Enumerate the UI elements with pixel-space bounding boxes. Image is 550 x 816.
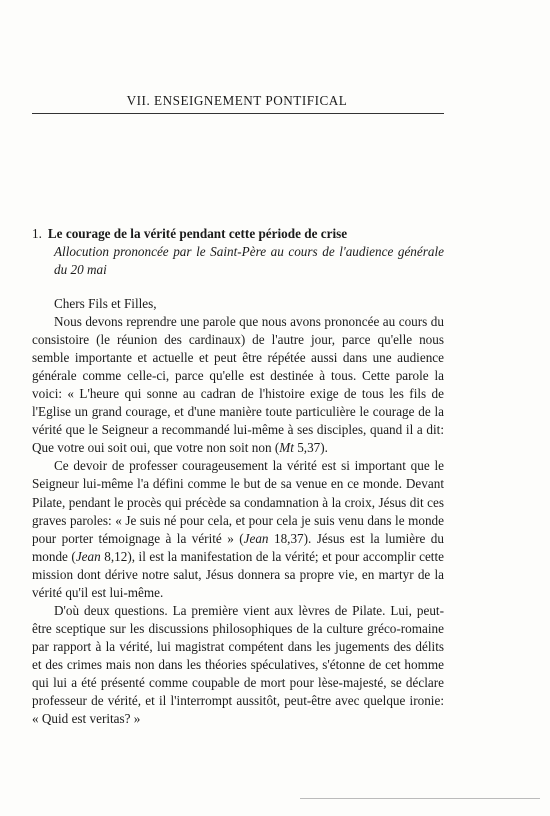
citation-jean-2: Jean (75, 548, 101, 564)
running-head: VII. ENSEIGNEMENT PONTIFICAL (126, 93, 348, 108)
paragraph-2 (32, 457, 444, 601)
paragraph-1-end: 5,37). (293, 440, 328, 456)
citation-jean-1: Jean (243, 530, 269, 546)
body-text (32, 295, 444, 728)
section-heading (32, 224, 444, 243)
footer-rule (300, 798, 540, 799)
citation-mt: Mt (279, 440, 294, 456)
section-number: 1. (32, 226, 42, 241)
paragraph-2-text: Ce devoir de professer courageusement la vérité est si important que le Seigneur lui-même l'a défini comme le but de sa venue en ce monde. Devant Pilate, pendant le procès qui précède sa condamnation à la croix, Jésus dit ces graves paroles: « Je suis né pour cela, et pour cela je suis venu dans le monde pour porter témoignage à la vérité » ( (32, 458, 444, 546)
section-title: Le courage de la vérité pendant cette période de crise (47, 226, 348, 241)
paragraph-1-text: Nous devons reprendre une parole que nous avons prononcée au cours du consistoire (le réunion des cardinaux) de l'autre jour, parce qu'elle nous semble importante et actuelle et peut être répétée aussi dans une audience générale comme celle-ci, parce qu'elle est destinée à tous. Cette parole la voici: « L'heure qui sonne au cadran de l'histoire exige de tous les fils de l'Eglise un grand courage, et d'une manière toute particulière le courage de la vérité que le Seigneur a recommandé lui-même à ses disciples, quand il a dit: Que votre oui soit oui, que votre non soit non ( (32, 314, 444, 456)
paragraph-2-end: 8,12), il est la manifestation de la vérité; et pour accomplir cette mission dont dérive notre salut, Jésus donnera sa propre vie, en martyr de la vérité qu'il est lui-même. (32, 548, 444, 600)
header-rule (32, 113, 444, 114)
paragraph-3: D'où deux questions. La première vient aux lèvres de Pilate. Lui, peut-être sceptique sur les discussions philosophiques de la culture gréco-romaine par rapport à la vérité, lui magistrat compétent dans les jugements des délits et des crimes mais non dans les théories spéculatives, s'étonne de cet homme qui lui a été présenté comme coupable de mort pour lèse-majesté, se déclare professeur de vérité, et il l'interrompt aussitôt, peut-être avec quelque ironie: « Quid est veritas? » (32, 602, 444, 727)
paragraph-1 (32, 313, 444, 457)
section-subtitle: Allocution prononcée par le Saint-Père au cours de l'audience générale du 20 mai (54, 244, 444, 277)
section (32, 224, 444, 728)
salutation: Chers Fils et Filles, (54, 296, 157, 311)
paragraph-2-mid: 18,37). Jésus est la lumière du monde ( (32, 530, 444, 564)
